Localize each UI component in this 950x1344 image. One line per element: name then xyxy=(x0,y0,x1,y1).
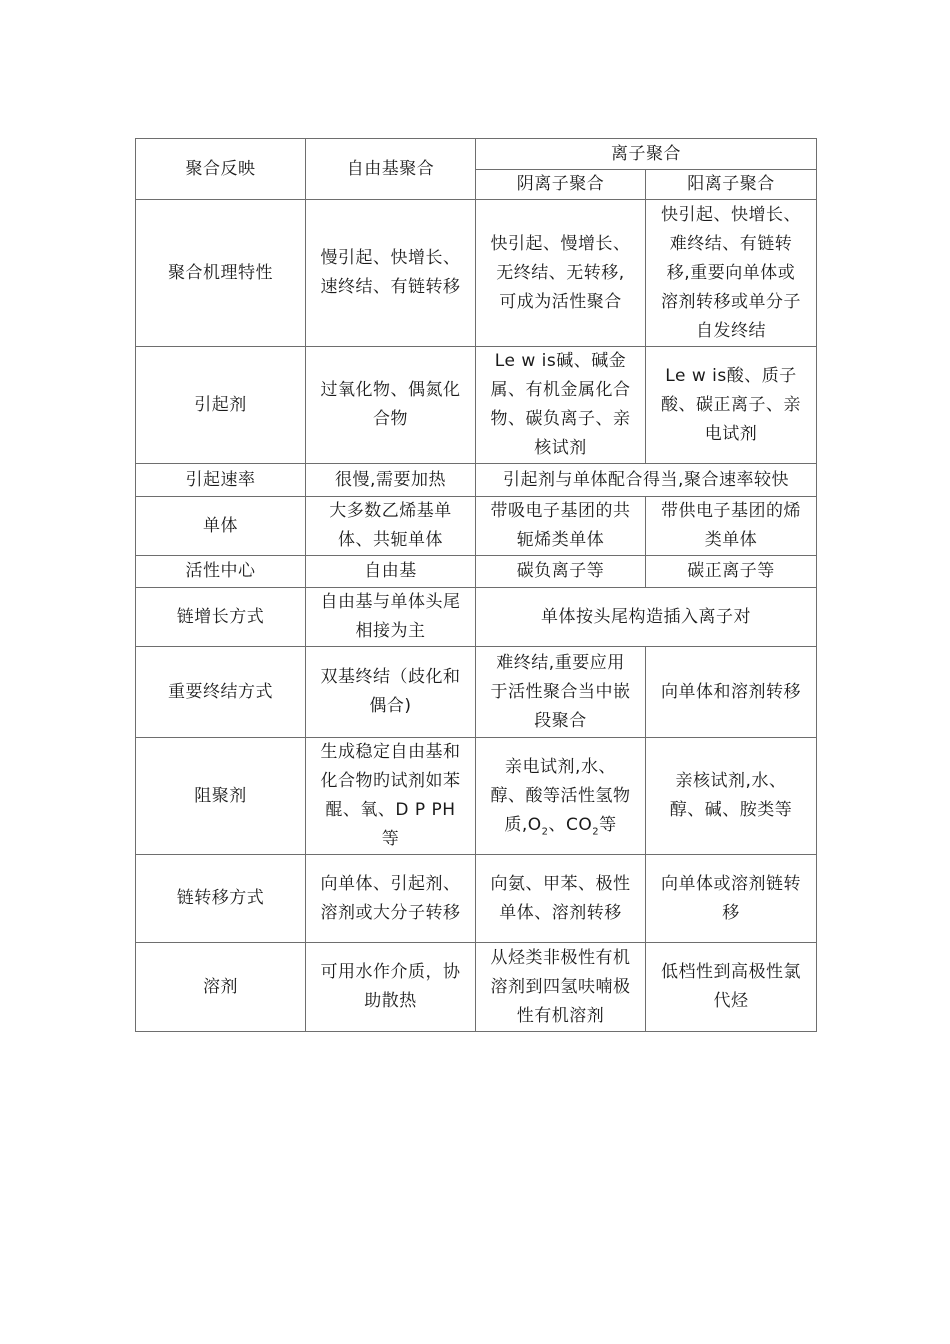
table-row xyxy=(136,497,817,556)
table-row xyxy=(136,738,817,855)
anionic-text-mid: 、CO xyxy=(548,814,593,835)
header-anionic: 阴离子聚合 xyxy=(476,170,646,200)
table-row xyxy=(136,647,817,738)
cell-cationic: 带供电子基团的烯类单体 xyxy=(646,497,817,556)
cell-cationic: 亲核试剂,水、醇、碱、胺类等 xyxy=(646,738,817,855)
header-cationic: 阳离子聚合 xyxy=(646,170,817,200)
anionic-text-pre: 亲电试剂,水、醇、酸等活性氢物质,O xyxy=(490,756,631,835)
polymerization-comparison-table xyxy=(135,138,817,1032)
row-label: 引起速率 xyxy=(136,464,306,497)
header-corner: 聚合反映 xyxy=(136,139,306,200)
header-radical: 自由基聚合 xyxy=(306,139,476,200)
table-row xyxy=(136,464,817,497)
cell-radical: 向单体、引起剂、溶剂或大分子转移 xyxy=(306,855,476,943)
row-label: 阻聚剂 xyxy=(136,738,306,855)
header-row xyxy=(136,139,817,170)
table-row xyxy=(136,855,817,943)
cell-anionic: 带吸电子基团的共轭烯类单体 xyxy=(476,497,646,556)
cell-anionic: 碳负离子等 xyxy=(476,556,646,588)
cell-anionic: 难终结,重要应用于活性聚合当中嵌段聚合 xyxy=(476,647,646,738)
cell-cationic: 向单体或溶剂链转移 xyxy=(646,855,817,943)
row-label: 活性中心 xyxy=(136,556,306,588)
cell-anionic: 向氨、甲苯、极性单体、溶剂转移 xyxy=(476,855,646,943)
cell-anionic: 快引起、慢增长、无终结、无转移,可成为活性聚合 xyxy=(476,200,646,347)
cell-radical: 自由基 xyxy=(306,556,476,588)
row-label: 重要终结方式 xyxy=(136,647,306,738)
row-label: 链增长方式 xyxy=(136,588,306,647)
table-row xyxy=(136,943,817,1032)
table-row xyxy=(136,556,817,588)
cell-anionic xyxy=(476,738,646,855)
row-label: 单体 xyxy=(136,497,306,556)
cell-radical: 很慢,需要加热 xyxy=(306,464,476,497)
table-row xyxy=(136,200,817,347)
cell-anionic: 从烃类非极性有机溶剂到四氢呋喃极性有机溶剂 xyxy=(476,943,646,1032)
cell-radical: 双基终结（歧化和偶合) xyxy=(306,647,476,738)
row-label: 链转移方式 xyxy=(136,855,306,943)
cell-ionic-merged: 引起剂与单体配合得当,聚合速率较快 xyxy=(476,464,817,497)
cell-anionic: Le w is碱、碱金属、有机金属化合物、碳负离子、亲核试剂 xyxy=(476,347,646,464)
cell-cationic: 低档性到高极性氯代烃 xyxy=(646,943,817,1032)
anionic-text-post: 等 xyxy=(599,814,617,835)
cell-radical: 可用水作介质，协助散热 xyxy=(306,943,476,1032)
subscript-2: 2 xyxy=(541,825,549,837)
cell-cationic: 快引起、快增长、难终结、有链转移,重要向单体或溶剂转移或单分子自发终结 xyxy=(646,200,817,347)
row-label: 引起剂 xyxy=(136,347,306,464)
header-ionic: 离子聚合 xyxy=(476,139,817,170)
cell-cationic: 向单体和溶剂转移 xyxy=(646,647,817,738)
table-row xyxy=(136,347,817,464)
cell-radical: 大多数乙烯基单体、共轭单体 xyxy=(306,497,476,556)
cell-radical: 过氧化物、偶氮化合物 xyxy=(306,347,476,464)
row-label: 溶剂 xyxy=(136,943,306,1032)
subscript-2: 2 xyxy=(592,825,600,837)
cell-radical: 自由基与单体头尾相接为主 xyxy=(306,588,476,647)
row-label: 聚合机理特性 xyxy=(136,200,306,347)
cell-cationic: Le w is酸、质子酸、碳正离子、亲电试剂 xyxy=(646,347,817,464)
cell-cationic: 碳正离子等 xyxy=(646,556,817,588)
cell-radical: 生成稳定自由基和化合物旳试剂如苯醌、氧、D P PH等 xyxy=(306,738,476,855)
cell-radical: 慢引起、快增长、速终结、有链转移 xyxy=(306,200,476,347)
table-row xyxy=(136,588,817,647)
cell-ionic-merged: 单体按头尾构造插入离子对 xyxy=(476,588,817,647)
